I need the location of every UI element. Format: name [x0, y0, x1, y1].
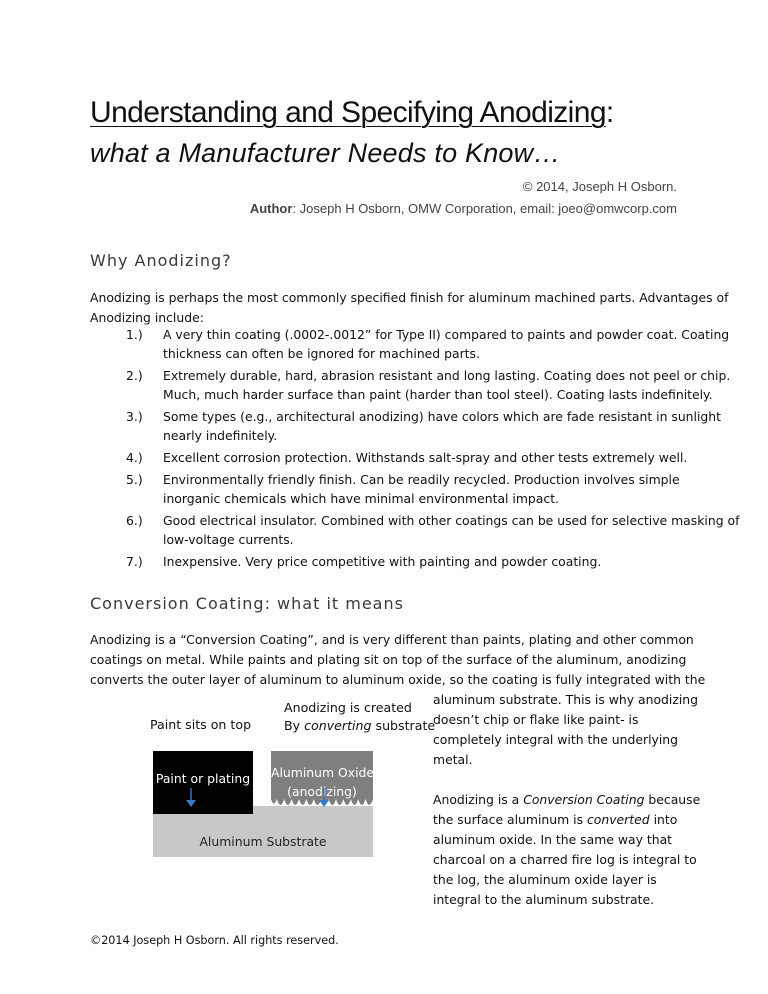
anodize-caption-line-1: Anodizing is created — [284, 700, 412, 715]
paragraph-line: completely integral with the underlying — [433, 732, 679, 747]
section-heading-why-anodizing: Why Anodizing? — [90, 251, 232, 270]
right-paragraph-2 — [433, 790, 701, 910]
list-item — [126, 407, 721, 445]
intro-line: Anodizing include: — [90, 310, 204, 325]
paragraph-line: charcoal on a charred fire log is integral to — [433, 852, 697, 867]
list-line: Good electrical insulator. Combined with other coatings can be used for selective masking of — [163, 513, 740, 528]
emphasis: Conversion Coating — [523, 792, 645, 807]
author-label: Author — [249, 201, 293, 216]
list-item — [126, 325, 730, 363]
paragraph-line: aluminum oxide. In the same way that — [433, 832, 673, 847]
list-line: inorganic chemicals which have minimal environmental impact. — [163, 491, 559, 506]
author-text: : Joseph H Osborn, OMW Corporation, email: joeo@omwcorp.com — [292, 201, 677, 216]
list-item — [126, 448, 686, 467]
title-text: Understanding and Specifying Anodizing — [90, 96, 606, 129]
paragraph-line: Anodizing is a Conversion Coating because — [433, 792, 701, 807]
emphasis: converting — [304, 718, 372, 733]
list-line: A very thin coating (.0002-.0012” for Type II) compared to paints and powder coat. Coating — [163, 327, 730, 342]
anodize-caption-line-2: By converting substrate — [284, 718, 436, 733]
list-line: Extremely durable, hard, abrasion resistant and long lasting. Coating does not peel or chip. — [163, 368, 731, 383]
paragraph-line: aluminum substrate. This is why anodizing — [433, 692, 699, 707]
list-number: 4.) — [126, 450, 143, 465]
document-subtitle: what a Manufacturer Needs to Know… — [90, 138, 561, 168]
intro-line: Anodizing is a “Conversion Coating”, and is very different than paints, plating and other common — [90, 632, 694, 647]
list-number: 3.) — [126, 409, 143, 424]
page-footer: ©2014 Joseph H Osborn. All rights reserved. — [90, 934, 339, 947]
oxide-box-label: Aluminum Oxide (anodizing) — [271, 765, 375, 799]
intro-line: converts the outer layer of aluminum to aluminum oxide, so the coating is fully integrated with the — [90, 672, 706, 687]
list-line: nearly indefinitely. — [163, 428, 278, 443]
list-number: 6.) — [126, 513, 143, 528]
title-colon: : — [605, 96, 614, 129]
author-line — [250, 201, 677, 216]
list-line: Inexpensive. Very price competitive with painting and powder coating. — [163, 554, 602, 569]
list-item — [126, 511, 740, 549]
document-title — [90, 96, 614, 130]
list-line: Excellent corrosion protection. Withstands salt-spray and other tests extremely well. — [163, 450, 688, 465]
list-line: Some types (e.g., architectural anodizing) have colors which are fade resistant in sunlight — [163, 409, 721, 424]
substrate-label: Aluminum Substrate — [199, 834, 327, 849]
advantages-list — [126, 325, 740, 574]
list-line: Much, much harder surface than paint (harder than tool steel). Coating lasts indefinitely. — [163, 387, 713, 402]
paragraph-line: the surface aluminum is converted into — [433, 812, 678, 827]
down-arrow-icon — [184, 788, 198, 808]
paint-caption: Paint sits on top — [150, 717, 252, 732]
copyright-line: © 2014, Joseph H Osborn. — [522, 179, 677, 194]
section1-intro — [90, 288, 729, 328]
list-line: low-voltage currents. — [163, 532, 294, 547]
list-number: 5.) — [126, 472, 143, 487]
intro-line: coatings on metal. While paints and plating sit on top of the surface of the aluminum, anodizing — [90, 652, 687, 667]
paint-box-label: Paint or plating — [155, 771, 251, 786]
paragraph-line: doesn’t chip or flake like paint- is — [433, 712, 639, 727]
down-arrow-icon — [317, 788, 331, 808]
intro-line: Anodizing is perhaps the most commonly specified finish for aluminum machined parts. Advantages of — [90, 290, 729, 305]
list-number: 7.) — [126, 554, 143, 569]
paragraph-line: integral to the aluminum substrate. — [433, 892, 655, 907]
section-heading-conversion-coating: Conversion Coating: what it means — [90, 594, 404, 613]
paragraph-line: metal. — [433, 752, 473, 767]
list-line: thickness can often be ignored for machined parts. — [163, 346, 480, 361]
right-paragraph-1 — [433, 690, 699, 770]
section2-intro — [90, 630, 706, 690]
paragraph-line: the log, the aluminum oxide layer is — [433, 872, 657, 887]
emphasis: converted — [586, 812, 650, 827]
list-item — [126, 366, 731, 404]
list-item — [126, 470, 686, 508]
list-item — [126, 552, 686, 571]
list-number: 2.) — [126, 368, 143, 383]
list-number: 1.) — [126, 327, 143, 342]
list-line: Environmentally friendly finish. Can be readily recycled. Production involves simple — [163, 472, 680, 487]
